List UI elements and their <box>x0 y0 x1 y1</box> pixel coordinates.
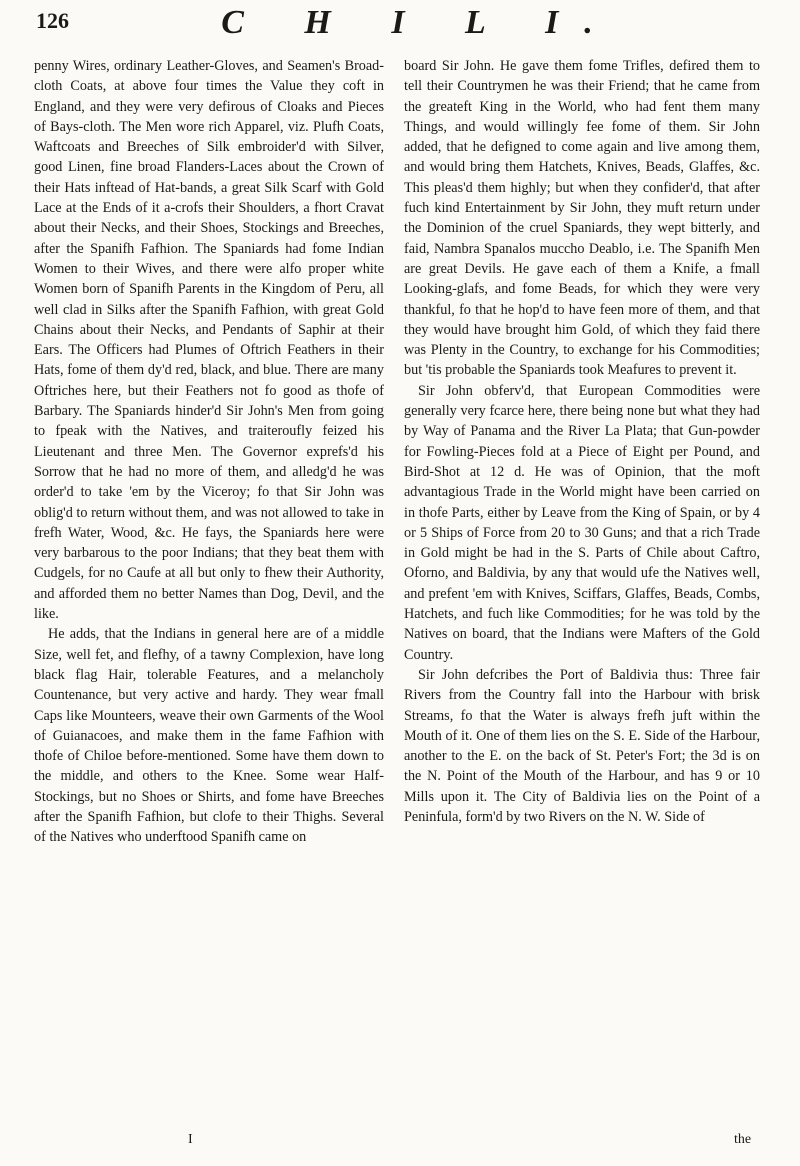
page-number: 126 <box>36 8 69 33</box>
right-paragraph-1: board Sir John. He gave them fome Trifles, defired them to tell their Countrymen he was their Friend; that he came from the greateft King in the World, who had fent them many Things, and would willingly fee fome of them. Sir John added, that he defigned to come again and live among them, and would bring them Hatchets, Knives, Beads, Glaffes, &c. This pleas'd them highly; but when they confider'd, that after fuch kind Entertainment by Sir John, they muft return under the Dominion of the cruel Spaniards, they wept bitterly, and faid, Nambra Spanalos muccho Deablo, i.e. The Spanifh Men are great Devils. He gave each of them a Knife, a fmall Looking-glafs, and fome Beads, for which they were very thankful, fo that he hop'd to have feen more of them, and that they would have brought him Gold, of which they faid there was Plenty in the Country, to exchange for his Commodities; but 'tis probable the Spaniards took Meafures to prevent it. <box>404 58 760 379</box>
running-title: C H I L I. <box>221 4 619 41</box>
left-column <box>34 56 384 848</box>
right-paragraph-2: Sir John obferv'd, that European Commodities were generally very fcarce here, there being none but what they had by Way of Panama and the River La Plata; that Gun-powder for Fowling-Pieces fold at a Piece of Eight per Pound, and Bird-Shot at 12 d. He was of Opinion, that the moft advantagious Trade in the World might have been carried on in thofe Parts, either by Leave from the King of Spain, or by 4 or 5 Ships of Force from 20 to 30 Guns; and that a rich Trade in Gold might be had in the S. Parts of Chile about Caftro, Oforno, and Baldivia, by any that would ufe the Natives well, and prefent 'em with Knives, Sciffars, Glaffes, Beads, Combs, Hatchets, and fuch like Commodities; for he was told by the Natives on board, that the Indians were Mafters of the Gold Country. <box>404 382 760 663</box>
left-paragraph-1: penny Wires, ordinary Leather-Gloves, and Seamen's Broad-cloth Coats, at above four times the Value they coft in England, and they were very defirous of Cloaks and Pieces of Bays-cloth. The Men wore rich Apparel, viz. Plufh Coats, Waftcoats and Breeches of Silk embroider'd with Silver, good Linen, fine broad Flanders-Laces about the Crown of their Hats inftead of Hat-bands, a great Silk Scarf with Gold Lace at the Ends of it a-crofs their Shoulders, a fhort Cravat about their Necks, and their Shoes, Stockings and Breeches, after the Spanifh Fafhion. The Spaniards had fome Indian Women to their Wives, and there were alfo proper white Women born of Spanifh Parents in the Kingdom of Peru, all well clad in Silks after the Spanifh Fafhion, with great Gold Chains about their Necks, and Pendants of Saphir at their Ears. The Officers had Plumes of Oftrich Feathers in their Hats, fome of them dy'd red, black, and blue. There are many Oftriches here, but their Feathers not fo good as thofe of Barbary. The Spaniards hinder'd Sir John's Men from going to fpeak with the Natives, and traiteroufly feized his Lieutenant and three Men. The Governor exprefs'd his Sorrow that he had no more of them, and alledg'd he was order'd to take 'em by the Viceroy; fo that Sir John was oblig'd to return without them, and was not allowed to take in frefh Water, Wood, &c. He fays, the Spaniards here were very barbarous to the poor Indians; that they beat them with Cudgels, for no Caufe at all but only to fhew their Authority, and afforded them no better Names than Dog, Devil, and the like. <box>34 58 384 623</box>
left-paragraph-2: He adds, that the Indians in general here are of a middle Size, well fet, and flefhy, of a tawny Complexion, have long black flag Hair, tolerable Features, and a melancholy Countenance, but very active and hardy. They wear fmall Caps like Mounteers, weave their own Garments of the Wool of Guianacoes, and make them in the fame Fafhion with thofe of Chiloe before-mentioned. Some have them down to the middle, and others to the Knee. Some wear Half-Stockings, but no Shoes or Shirts, and fome have Breeches after the Spanifh Fafhion, but clofe to their Thighs. Several of the Natives who underftood Spanifh came on <box>34 626 384 846</box>
signature-mark: I <box>188 1132 193 1147</box>
catchword: the <box>734 1132 752 1147</box>
right-column <box>404 56 760 827</box>
right-paragraph-3: Sir John defcribes the Port of Baldivia thus: Three fair Rivers from the Country fall into the Harbour with brisk Streams, fo that the Water is always frefh juft within the Mouth of it. One of them lies on the S. E. Side of the Harbour, another to the E. on the back of St. Peter's Fort; the 3d is on the N. Point of the Mouth of the Harbour, and has 9 or 10 Mills upon it. The City of Baldivia lies on the Point of a Peninfula, form'd by two Rivers on the N. W. Side of <box>404 666 760 825</box>
